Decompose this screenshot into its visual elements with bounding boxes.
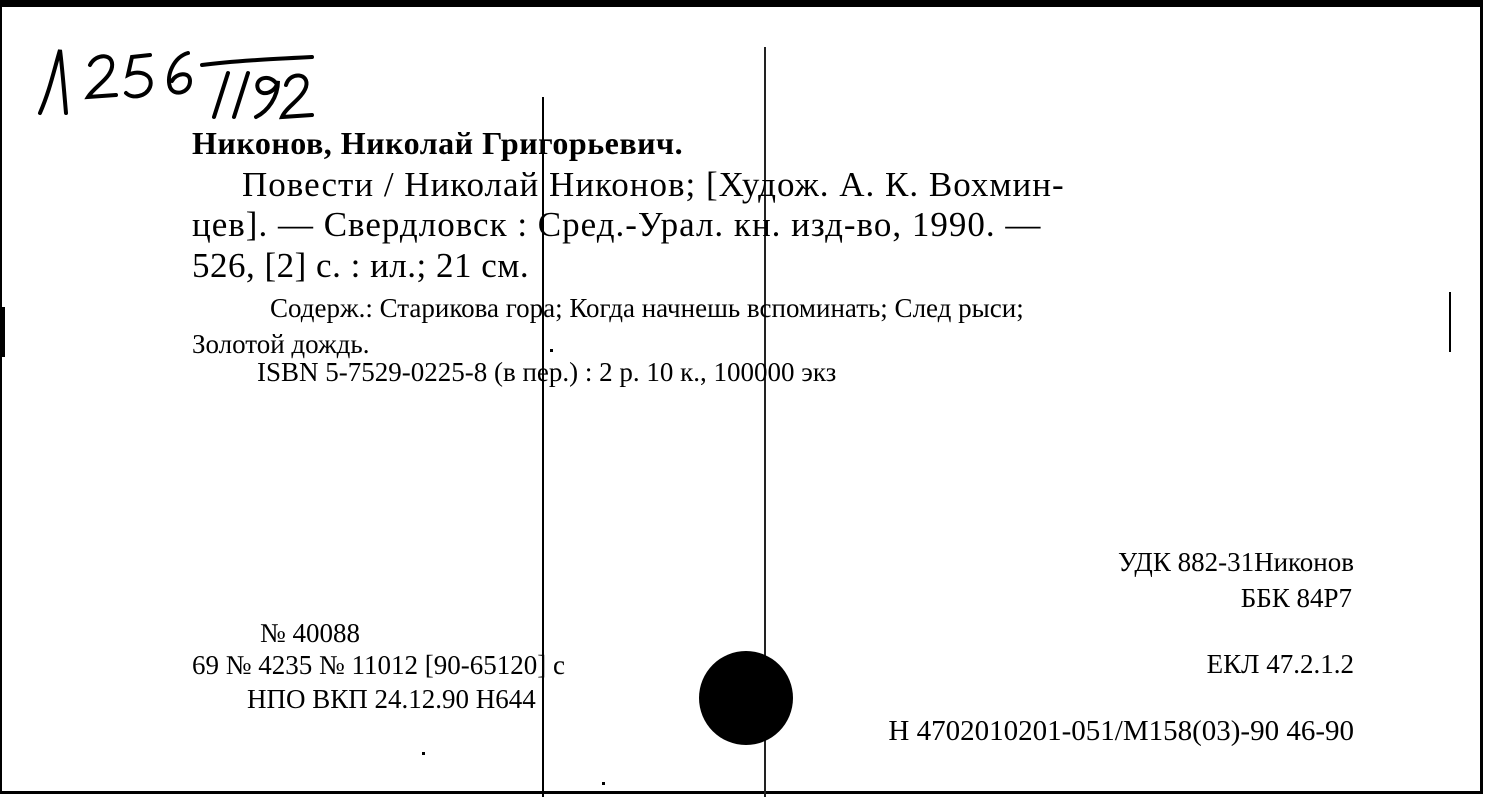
isbn-line: ISBN 5-7529-0225-8 (в пер.) : 2 р. 10 к., 100000 экз [257, 357, 837, 387]
contents-line-2: Золотой дождь. [192, 329, 370, 359]
handwritten-shelfmark [32, 35, 322, 125]
scan-mark-left-edge [2, 307, 5, 357]
bbk-code: ББК 84Р7 [1240, 583, 1352, 613]
scan-speck [550, 349, 553, 352]
contents-line-1: Содерж.: Старикова гора; Когда начнешь вспоминать; След рыси; [270, 293, 1024, 323]
title-line-1: Повести / Николай Никонов; [Худож. А. К. Вохмин- [242, 165, 1065, 204]
author-heading: Никонов, Николай Григорьевич. [192, 125, 684, 161]
udk-code: УДК 882-31Никонов [1118, 547, 1354, 577]
scan-mark-right [1449, 292, 1451, 352]
scan-speck [602, 782, 605, 785]
title-line-3: 526, [2] с. : ил.; 21 см. [192, 246, 530, 285]
scan-speck [422, 752, 425, 755]
ekl-code: ЕКЛ 47.2.1.2 [1206, 649, 1354, 679]
punch-hole [699, 651, 793, 745]
publisher-code: Н 4702010201-051/М158(03)-90 46-90 [888, 715, 1354, 747]
order-numbers: 69 № 4235 № 11012 [90-65120] с [192, 650, 565, 680]
printing-line: НПО ВКП 24.12.90 Н644 [247, 684, 536, 714]
registration-number: № 40088 [260, 618, 361, 648]
title-line-2: цев]. — Свердловск : Сред.-Урал. кн. изд-во, 1990. — [192, 205, 1042, 244]
